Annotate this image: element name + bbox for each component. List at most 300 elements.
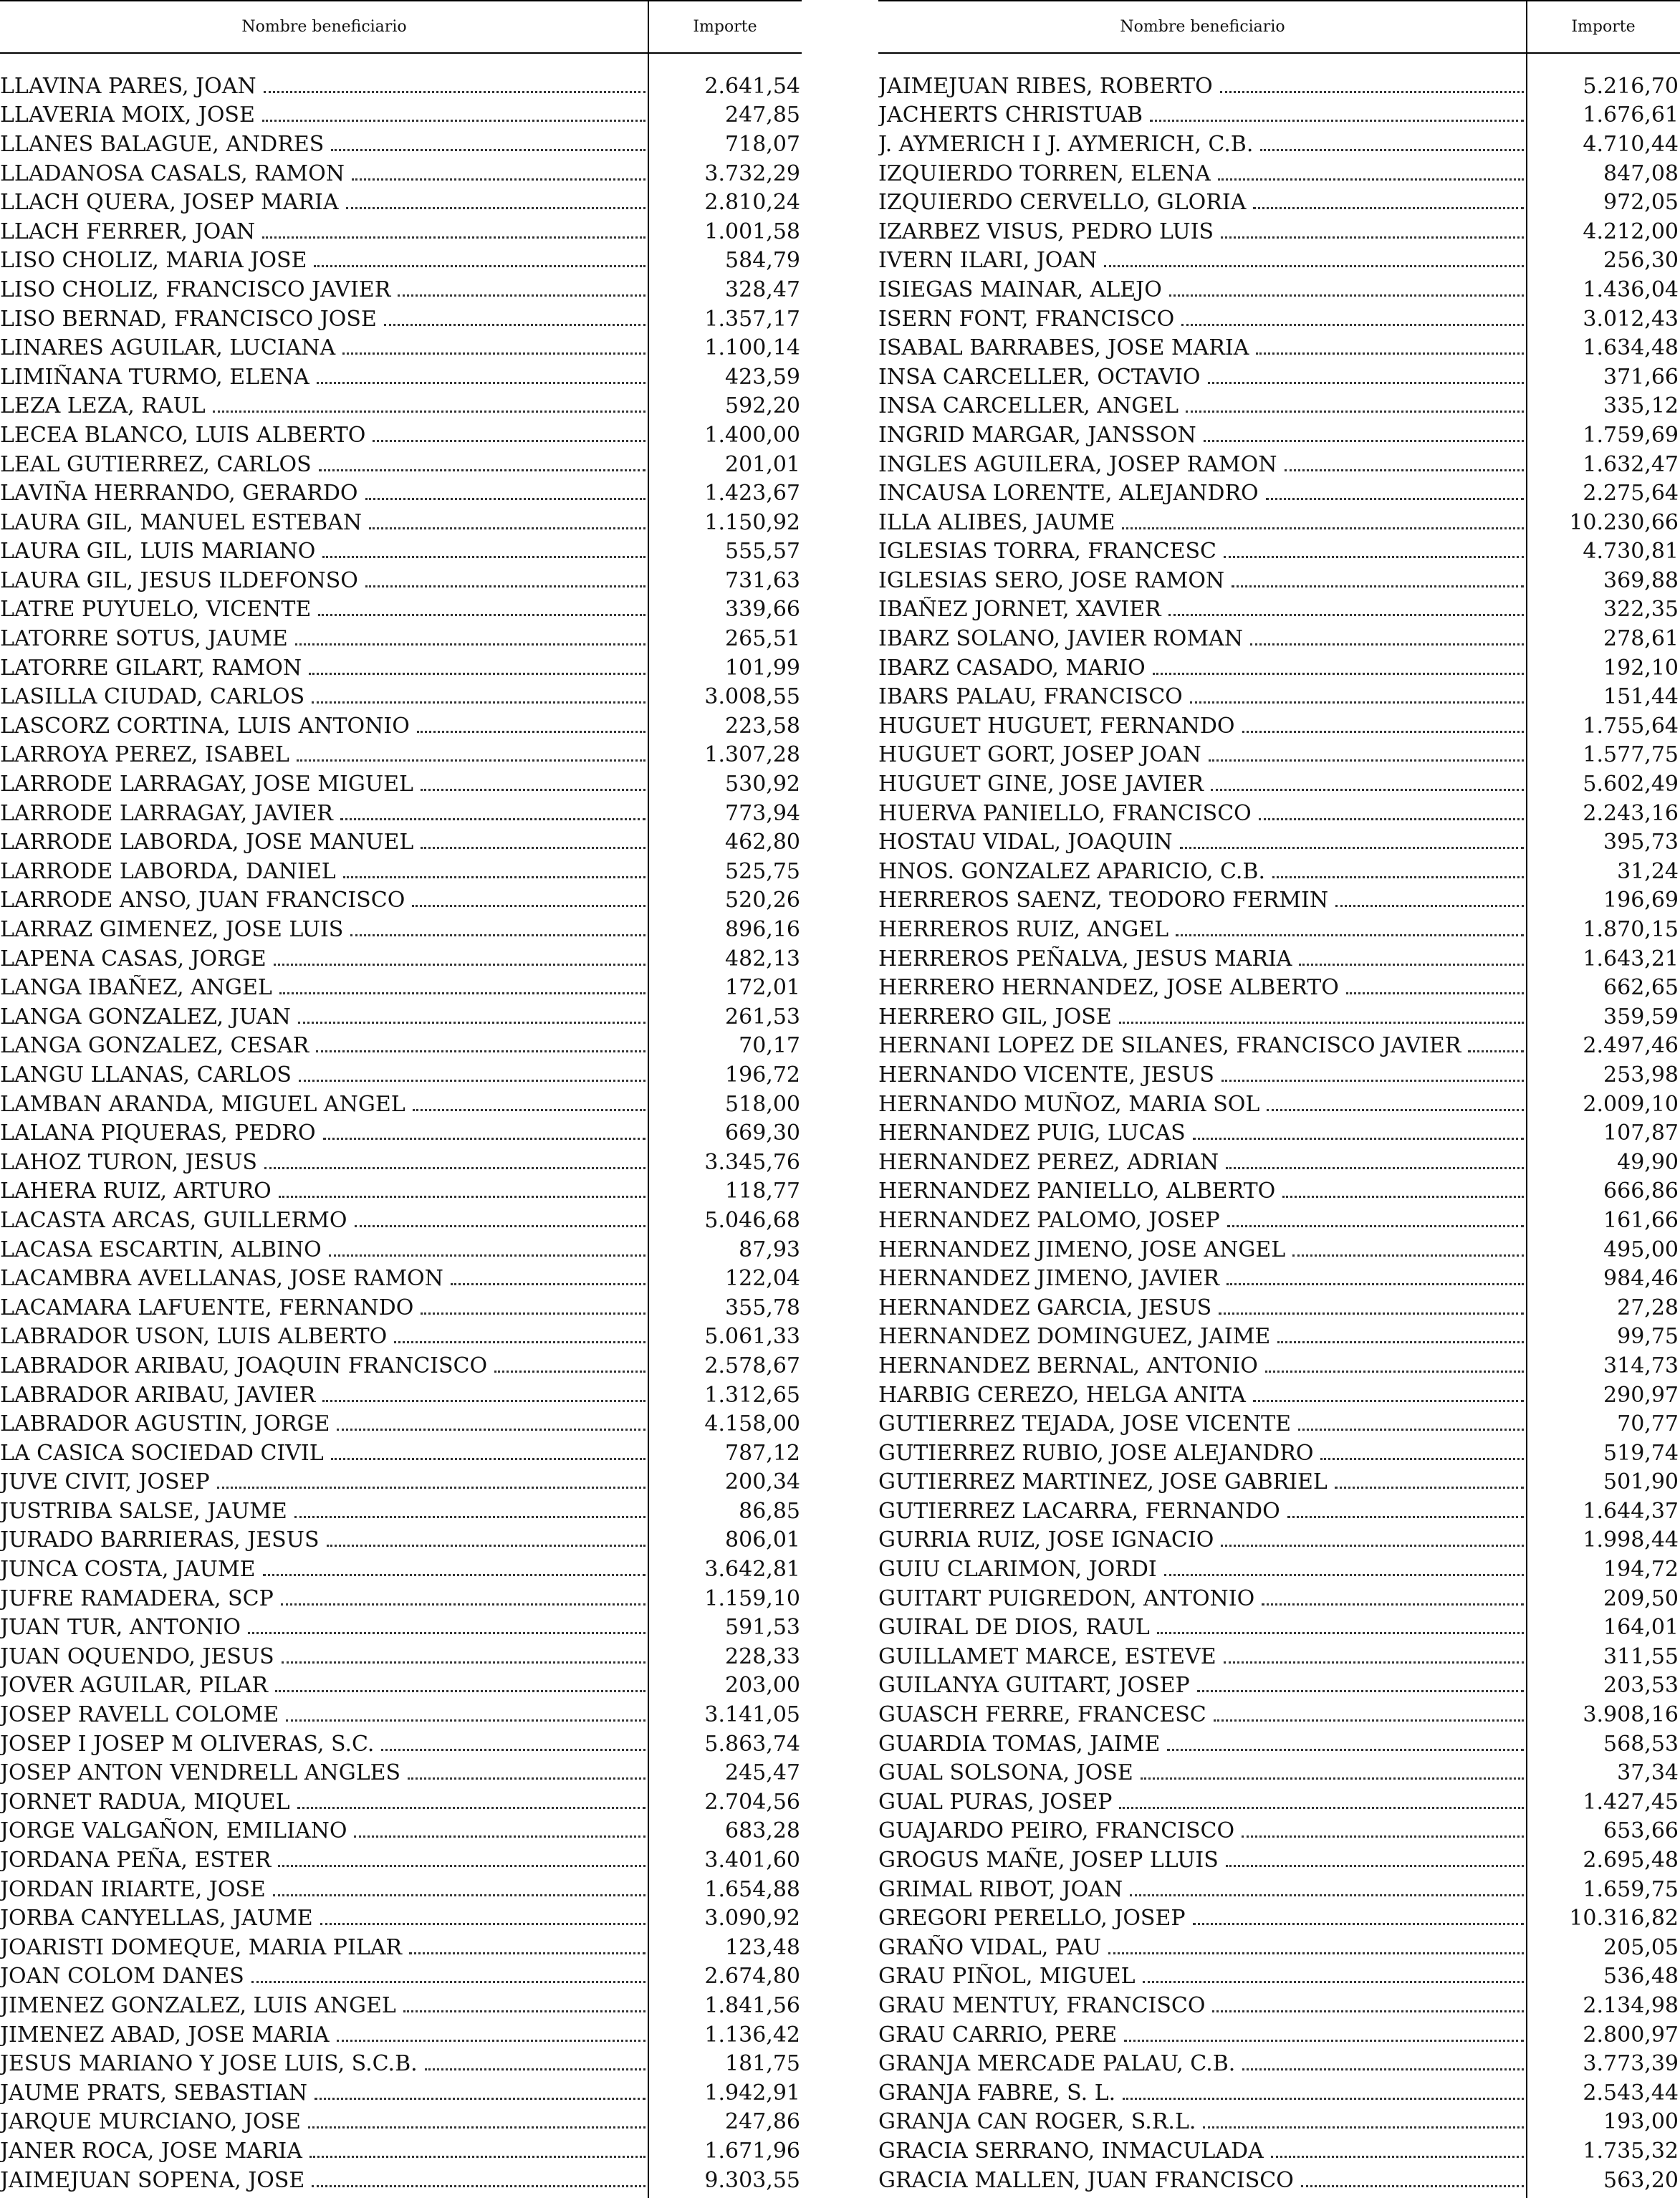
dot-leader <box>337 1429 645 1431</box>
beneficiary-name: HERNANDEZ PANIELLO, ALBERTO <box>878 1179 1276 1204</box>
amount: 2.674,80 <box>704 1964 800 1990</box>
table-row <box>878 130 1680 159</box>
dot-leader <box>323 1138 645 1140</box>
dot-leader <box>1181 324 1524 326</box>
table-row <box>878 304 1680 334</box>
table-row <box>0 1206 802 1235</box>
table-row <box>0 1468 802 1497</box>
beneficiary-name: LACASA ESCARTIN, ALBINO <box>0 1237 322 1262</box>
amount: 2.641,54 <box>704 73 800 99</box>
beneficiary-name-cell <box>0 2139 647 2164</box>
table-row <box>0 2136 802 2166</box>
table-row <box>0 1381 802 1410</box>
table-row <box>878 1904 1680 1933</box>
table-row <box>878 624 1680 653</box>
beneficiary-name-cell <box>878 1092 1525 1117</box>
beneficiary-name-cell <box>0 219 647 244</box>
dot-leader <box>286 1719 645 1722</box>
beneficiary-name-cell <box>878 2051 1525 2076</box>
dot-leader <box>365 585 645 587</box>
beneficiary-name-cell <box>0 102 647 128</box>
amount: 1.400,00 <box>704 422 800 448</box>
dot-leader <box>1224 556 1524 558</box>
beneficiary-name-cell <box>0 917 647 942</box>
dot-leader <box>273 1894 645 1896</box>
dot-leader <box>340 818 645 820</box>
dot-leader <box>279 992 645 994</box>
beneficiary-name-cell <box>878 1237 1525 1262</box>
amount: 278,61 <box>1603 626 1679 652</box>
dot-leader <box>1285 469 1525 471</box>
dot-leader <box>413 1109 645 1111</box>
table-row <box>878 1032 1680 1061</box>
beneficiary-name-cell <box>878 190 1525 215</box>
beneficiary-name-cell <box>878 2139 1525 2164</box>
amount: 5.602,49 <box>1583 772 1679 797</box>
amount: 181,75 <box>725 2051 800 2077</box>
table-row <box>0 2049 802 2078</box>
dot-leader <box>408 1777 645 1780</box>
table-row <box>0 973 802 1002</box>
amount: 1.632,47 <box>1583 451 1679 477</box>
beneficiary-name-cell <box>0 801 647 826</box>
beneficiary-name: JAIMEJUAN RIBES, ROBERTO <box>878 73 1213 99</box>
dot-leader <box>398 294 645 297</box>
dot-leader <box>213 411 645 413</box>
amount: 1.870,15 <box>1583 917 1679 943</box>
amount: 3.008,55 <box>704 684 800 710</box>
dot-leader <box>1122 527 1524 529</box>
beneficiary-name: LINARES AGUILAR, LUCIANA <box>0 335 336 361</box>
amount: 662,65 <box>1603 975 1679 1001</box>
beneficiary-name: LAHERA RUIZ, ARTURO <box>0 1179 272 1204</box>
beneficiary-name-cell <box>878 917 1525 942</box>
table-row <box>0 1555 802 1584</box>
dot-leader <box>1204 440 1524 442</box>
table-row <box>878 857 1680 886</box>
table-row <box>878 2020 1680 2050</box>
beneficiary-name-cell <box>0 1993 647 2018</box>
beneficiary-name-cell <box>878 307 1525 332</box>
table-row <box>0 915 802 944</box>
dot-leader <box>322 1400 645 1402</box>
dot-leader <box>1277 1341 1524 1343</box>
beneficiary-name: LATORRE SOTUS, JAUME <box>0 626 288 652</box>
amount: 247,86 <box>725 2109 800 2135</box>
amount: 462,80 <box>725 830 800 855</box>
table-row <box>0 711 802 741</box>
dot-leader <box>342 352 645 355</box>
table-row <box>878 1584 1680 1613</box>
dot-leader <box>281 1603 645 1606</box>
beneficiary-name: LASCORZ CORTINA, LUIS ANTONIO <box>0 713 410 739</box>
table-row <box>0 1991 802 2020</box>
amount: 3.401,60 <box>704 1848 800 1873</box>
amount: 172,01 <box>725 975 800 1001</box>
dot-leader <box>262 236 645 239</box>
amount: 3.012,43 <box>1583 306 1679 332</box>
beneficiary-name: JIMENEZ GONZALEZ, LUIS ANGEL <box>0 1992 396 2018</box>
beneficiary-name-cell <box>878 393 1525 418</box>
dot-leader <box>1221 1545 1524 1547</box>
dot-leader <box>308 2126 645 2129</box>
beneficiary-name: JURADO BARRIERAS, JESUS <box>0 1527 320 1553</box>
table-row <box>0 827 802 857</box>
beneficiary-name-cell <box>0 1673 647 1698</box>
beneficiary-name-cell <box>878 1411 1525 1436</box>
amount: 5.863,74 <box>704 1731 800 1757</box>
table-row <box>0 653 802 683</box>
table-row <box>878 1468 1680 1497</box>
amount: 203,53 <box>1603 1673 1679 1699</box>
amount: 1.423,67 <box>704 481 800 507</box>
dot-leader <box>1224 1661 1524 1664</box>
amount: 1.427,45 <box>1583 1789 1679 1815</box>
beneficiary-name-cell <box>0 597 647 622</box>
beneficiary-name: GREGORI PERELLO, JOSEP <box>878 1906 1186 1931</box>
beneficiary-name: LARRODE LABORDA, JOSE MANUEL <box>0 830 414 855</box>
amount: 3.732,29 <box>704 160 800 186</box>
beneficiary-name: HARBIG CEREZO, HELGA ANITA <box>878 1382 1246 1408</box>
amount: 1.312,65 <box>704 1382 800 1408</box>
dot-leader <box>1130 1894 1524 1896</box>
beneficiary-name-cell <box>878 859 1525 884</box>
beneficiary-name: JOVER AGUILAR, PILAR <box>0 1673 269 1699</box>
amount: 847,08 <box>1603 160 1679 186</box>
beneficiary-name: LECEA BLANCO, LUIS ALBERTO <box>0 422 366 448</box>
beneficiary-name-cell <box>0 830 647 855</box>
table-row <box>0 1642 802 1671</box>
dot-leader <box>1209 759 1524 762</box>
beneficiary-name: JUNCA COSTA, JAUME <box>0 1557 256 1583</box>
dot-leader <box>1266 498 1524 500</box>
dot-leader <box>1203 2126 1524 2129</box>
beneficiary-name: HOSTAU VIDAL, JOAQUIN <box>878 830 1173 855</box>
dot-leader <box>1226 1167 1524 1169</box>
beneficiary-name: JOSEP ANTON VENDRELL ANGLES <box>0 1760 401 1786</box>
dot-leader <box>1168 614 1524 616</box>
dot-leader <box>1271 2156 1524 2158</box>
table-row <box>0 275 802 304</box>
beneficiary-name: GUIRAL DE DIOS, RAUL <box>878 1615 1150 1641</box>
table-row <box>878 159 1680 188</box>
table-row <box>878 1991 1680 2020</box>
beneficiary-name: LARROYA PEREZ, ISABEL <box>0 742 289 768</box>
dot-leader <box>315 2098 645 2100</box>
amount: 193,00 <box>1603 2109 1679 2135</box>
dot-leader <box>1253 1400 1524 1402</box>
table-row <box>878 1118 1680 1148</box>
beneficiary-name: HERNANDEZ PEREZ, ADRIAN <box>878 1149 1219 1175</box>
table-row <box>878 2108 1680 2137</box>
table-row <box>878 1409 1680 1439</box>
beneficiary-name-cell <box>878 1732 1525 1757</box>
table-row <box>878 1323 1680 1352</box>
header-name: Nombre beneficiario <box>241 18 407 36</box>
beneficiary-name: HERNANDO VICENTE, JESUS <box>878 1062 1214 1088</box>
beneficiary-name-cell <box>878 1441 1525 1466</box>
beneficiary-name-cell <box>0 684 647 709</box>
beneficiary-name-cell <box>878 277 1525 302</box>
beneficiary-name: HERNANDEZ JIMENO, JAVIER <box>878 1266 1220 1292</box>
amount: 265,51 <box>725 626 800 652</box>
amount: 520,26 <box>725 888 800 913</box>
table-row <box>878 1206 1680 1235</box>
beneficiary-name: LLAVERIA MOIX, JOSE <box>0 102 255 128</box>
table-row <box>878 1758 1680 1787</box>
beneficiary-name: HERNANDO MUÑOZ, MARIA SOL <box>878 1091 1260 1117</box>
beneficiary-name-cell <box>878 2168 1525 2193</box>
amount: 2.243,16 <box>1583 800 1679 826</box>
amount: 1.643,21 <box>1583 946 1679 971</box>
dot-leader <box>1292 1254 1524 1257</box>
dot-leader <box>421 847 645 849</box>
dot-leader <box>1272 876 1524 878</box>
dot-leader <box>314 265 645 267</box>
beneficiary-name-cell <box>0 539 647 564</box>
dot-leader <box>1335 905 1524 907</box>
table-row <box>0 1729 802 1759</box>
dot-leader <box>369 527 645 529</box>
beneficiary-name: LEAL GUTIERREZ, CARLOS <box>0 451 312 477</box>
amount: 87,93 <box>739 1237 800 1262</box>
beneficiary-name-cell <box>0 859 647 884</box>
amount: 369,88 <box>1603 567 1679 593</box>
table-row <box>0 1090 802 1119</box>
beneficiary-name: IZARBEZ VISUS, PEDRO LUIS <box>878 219 1214 244</box>
dot-leader <box>1301 2185 1524 2187</box>
dot-leader <box>331 1458 645 1460</box>
beneficiary-name: HERNANDEZ PALOMO, JOSEP <box>878 1207 1220 1233</box>
beneficiary-name-cell <box>0 1383 647 1408</box>
dot-leader <box>251 1981 645 1983</box>
dot-leader <box>331 149 645 151</box>
beneficiary-name-cell <box>878 1150 1525 1175</box>
beneficiary-name: HERNANDEZ JIMENO, JOSE ANGEL <box>878 1237 1286 1262</box>
table-row <box>0 886 802 916</box>
amount: 669,30 <box>725 1120 800 1146</box>
dot-leader <box>1346 992 1524 994</box>
table-row <box>0 72 802 101</box>
beneficiary-name-cell <box>0 1644 647 1669</box>
beneficiary-name: LAMBAN ARANDA, MIGUEL ANGEL <box>0 1091 405 1117</box>
dot-leader <box>1157 1632 1524 1634</box>
amount: 3.345,76 <box>704 1149 800 1175</box>
table-row <box>878 1875 1680 1904</box>
amount: 256,30 <box>1603 248 1679 274</box>
table-row <box>0 741 802 770</box>
amount: 314,73 <box>1603 1353 1679 1378</box>
beneficiary-name: GUILLAMET MARCE, ESTEVE <box>878 1643 1216 1669</box>
table-header <box>0 0 802 54</box>
beneficiary-name-cell <box>878 1208 1525 1233</box>
table-row <box>878 1817 1680 1846</box>
table-row <box>0 333 802 363</box>
table-row <box>0 217 802 246</box>
beneficiary-name: LASILLA CIUDAD, CARLOS <box>0 684 305 710</box>
amount: 335,12 <box>1603 393 1679 419</box>
dot-leader <box>278 1865 645 1867</box>
beneficiary-name: LALANA PIQUERAS, PEDRO <box>0 1120 316 1146</box>
amount: 322,35 <box>1603 597 1679 623</box>
beneficiary-name-cell <box>0 1760 647 1785</box>
beneficiary-name: HUERVA PANIELLO, FRANCISCO <box>878 800 1252 826</box>
beneficiary-name-cell <box>0 393 647 418</box>
dot-leader <box>1298 1429 1524 1431</box>
amount: 5.046,68 <box>704 1207 800 1233</box>
table-row <box>878 72 1680 101</box>
beneficiary-name: INSA CARCELLER, ANGEL <box>878 393 1179 419</box>
beneficiary-name: LISO BERNAD, FRANCISCO JOSE <box>0 306 377 332</box>
dot-leader <box>1219 1312 1524 1315</box>
table-row <box>0 1613 802 1642</box>
table-row <box>0 1235 802 1264</box>
table-row <box>0 101 802 130</box>
dot-leader <box>417 731 645 733</box>
amount: 1.577,75 <box>1583 742 1679 768</box>
dot-leader <box>1267 1109 1524 1111</box>
beneficiary-name: LAURA GIL, JESUS ILDEFONSO <box>0 567 358 593</box>
dot-leader <box>1141 1777 1524 1780</box>
beneficiary-name-cell <box>878 1499 1525 1524</box>
amount: 200,34 <box>725 1469 800 1495</box>
beneficiary-name: JOARISTI DOMEQUE, MARIA PILAR <box>0 1934 403 1960</box>
dot-leader <box>1143 1981 1524 1983</box>
beneficiary-name: HUGUET GINE, JOSE JAVIER <box>878 772 1204 797</box>
amount: 311,55 <box>1603 1643 1679 1669</box>
beneficiary-name: IZQUIERDO TORREN, ELENA <box>878 160 1211 186</box>
amount: 161,66 <box>1603 1207 1679 1233</box>
dot-leader <box>1153 673 1524 675</box>
beneficiary-name: HERNANDEZ GARCIA, JESUS <box>878 1295 1212 1320</box>
amount: 123,48 <box>725 1934 800 1960</box>
dot-leader <box>1259 818 1524 820</box>
amount: 1.644,37 <box>1583 1498 1679 1524</box>
amount: 806,01 <box>725 1527 800 1553</box>
beneficiary-name: GUAL PURAS, JOSEP <box>878 1789 1113 1815</box>
table-row <box>0 304 802 334</box>
table-row <box>0 537 802 567</box>
dot-leader <box>1119 1022 1524 1024</box>
amount: 31,24 <box>1617 858 1679 884</box>
table-row <box>878 769 1680 799</box>
table-row <box>0 1060 802 1090</box>
amount: 253,98 <box>1603 1062 1679 1088</box>
beneficiary-name: LARRODE LABORDA, DANIEL <box>0 858 336 884</box>
beneficiary-name-cell <box>0 2109 647 2134</box>
beneficiary-name: IVERN ILARI, JOAN <box>878 248 1098 274</box>
beneficiary-name-cell <box>0 1295 647 1320</box>
amount: 355,78 <box>725 1295 800 1320</box>
dot-leader <box>1167 1749 1524 1751</box>
table-row <box>878 682 1680 711</box>
dot-leader <box>1119 1807 1524 1809</box>
amount: 1.755,64 <box>1583 713 1679 739</box>
beneficiary-name-cell <box>878 1557 1525 1582</box>
dot-leader <box>295 643 645 646</box>
table-row <box>0 1526 802 1555</box>
dot-leader <box>1226 1865 1524 1867</box>
amount: 1.150,92 <box>704 509 800 535</box>
beneficiary-name: JANER ROCA, JOSE MARIA <box>0 2138 302 2164</box>
beneficiary-name-cell <box>878 830 1525 855</box>
beneficiary-name: GUAL SOLSONA, JOSE <box>878 1760 1133 1786</box>
amount: 228,33 <box>725 1643 800 1669</box>
amount: 2.578,67 <box>704 1353 800 1378</box>
table-row <box>0 1584 802 1613</box>
beneficiary-name: HUGUET GORT, JOSEP JOAN <box>878 742 1201 768</box>
beneficiary-name-cell <box>878 597 1525 622</box>
table-row <box>0 2108 802 2137</box>
beneficiary-name-cell <box>0 1527 647 1552</box>
dot-leader <box>1186 411 1524 413</box>
dot-leader <box>337 2040 645 2042</box>
table-row <box>878 101 1680 130</box>
amount: 10.230,66 <box>1569 509 1679 535</box>
table-row <box>0 2166 802 2195</box>
amount: 196,69 <box>1603 888 1679 913</box>
dot-leader <box>316 1050 645 1052</box>
beneficiary-name-cell <box>0 1877 647 1902</box>
dot-leader <box>1242 731 1524 733</box>
dot-leader <box>394 1341 645 1343</box>
table-row <box>0 1323 802 1352</box>
dot-leader <box>264 1167 645 1169</box>
table-row <box>878 188 1680 217</box>
amount: 70,17 <box>739 1033 800 1059</box>
beneficiary-name: HERRERO HERNANDEZ, JOSE ALBERTO <box>878 975 1339 1001</box>
amount: 1.841,56 <box>704 1992 800 2018</box>
amount: 164,01 <box>1603 1615 1679 1641</box>
beneficiary-name-cell <box>0 1120 647 1146</box>
table-row <box>878 1148 1680 1177</box>
beneficiary-name: GUARDIA TOMAS, JAIME <box>878 1731 1161 1757</box>
table-row <box>878 1002 1680 1032</box>
dot-leader <box>263 1574 645 1576</box>
beneficiary-name-cell <box>878 1935 1525 1960</box>
beneficiary-name-cell <box>878 2081 1525 2106</box>
amount: 1.735,32 <box>1583 2138 1679 2164</box>
amount: 1.671,96 <box>704 2138 800 2164</box>
beneficiary-name: IGLESIAS SERO, JOSE RAMON <box>878 567 1225 593</box>
table-row <box>0 1293 802 1323</box>
beneficiary-name: INCAUSA LORENTE, ALEJANDRO <box>878 481 1259 507</box>
dot-leader <box>248 1632 645 1634</box>
dot-leader <box>352 178 645 181</box>
table-row <box>0 624 802 653</box>
dot-leader <box>1176 934 1524 936</box>
dot-leader <box>1232 585 1524 587</box>
beneficiary-name-cell <box>0 1615 647 1640</box>
amount: 27,28 <box>1617 1295 1679 1320</box>
amount: 5.216,70 <box>1583 73 1679 99</box>
beneficiary-name-cell <box>878 656 1525 681</box>
table-row <box>878 275 1680 304</box>
dot-leader <box>1227 1225 1524 1227</box>
beneficiary-name-cell <box>878 1993 1525 2018</box>
beneficiary-name: JAUME PRATS, SEBASTIAN <box>0 2080 307 2106</box>
beneficiary-name-cell <box>878 772 1525 797</box>
beneficiary-name-cell <box>878 684 1525 709</box>
beneficiary-name-cell <box>878 1179 1525 1204</box>
amount: 536,48 <box>1603 1964 1679 1990</box>
table-row <box>0 508 802 537</box>
table-row <box>0 1351 802 1381</box>
amount: 2.810,24 <box>704 190 800 216</box>
amount: 70,77 <box>1617 1411 1679 1437</box>
table-row <box>878 1090 1680 1119</box>
dot-leader <box>1242 1835 1524 1838</box>
